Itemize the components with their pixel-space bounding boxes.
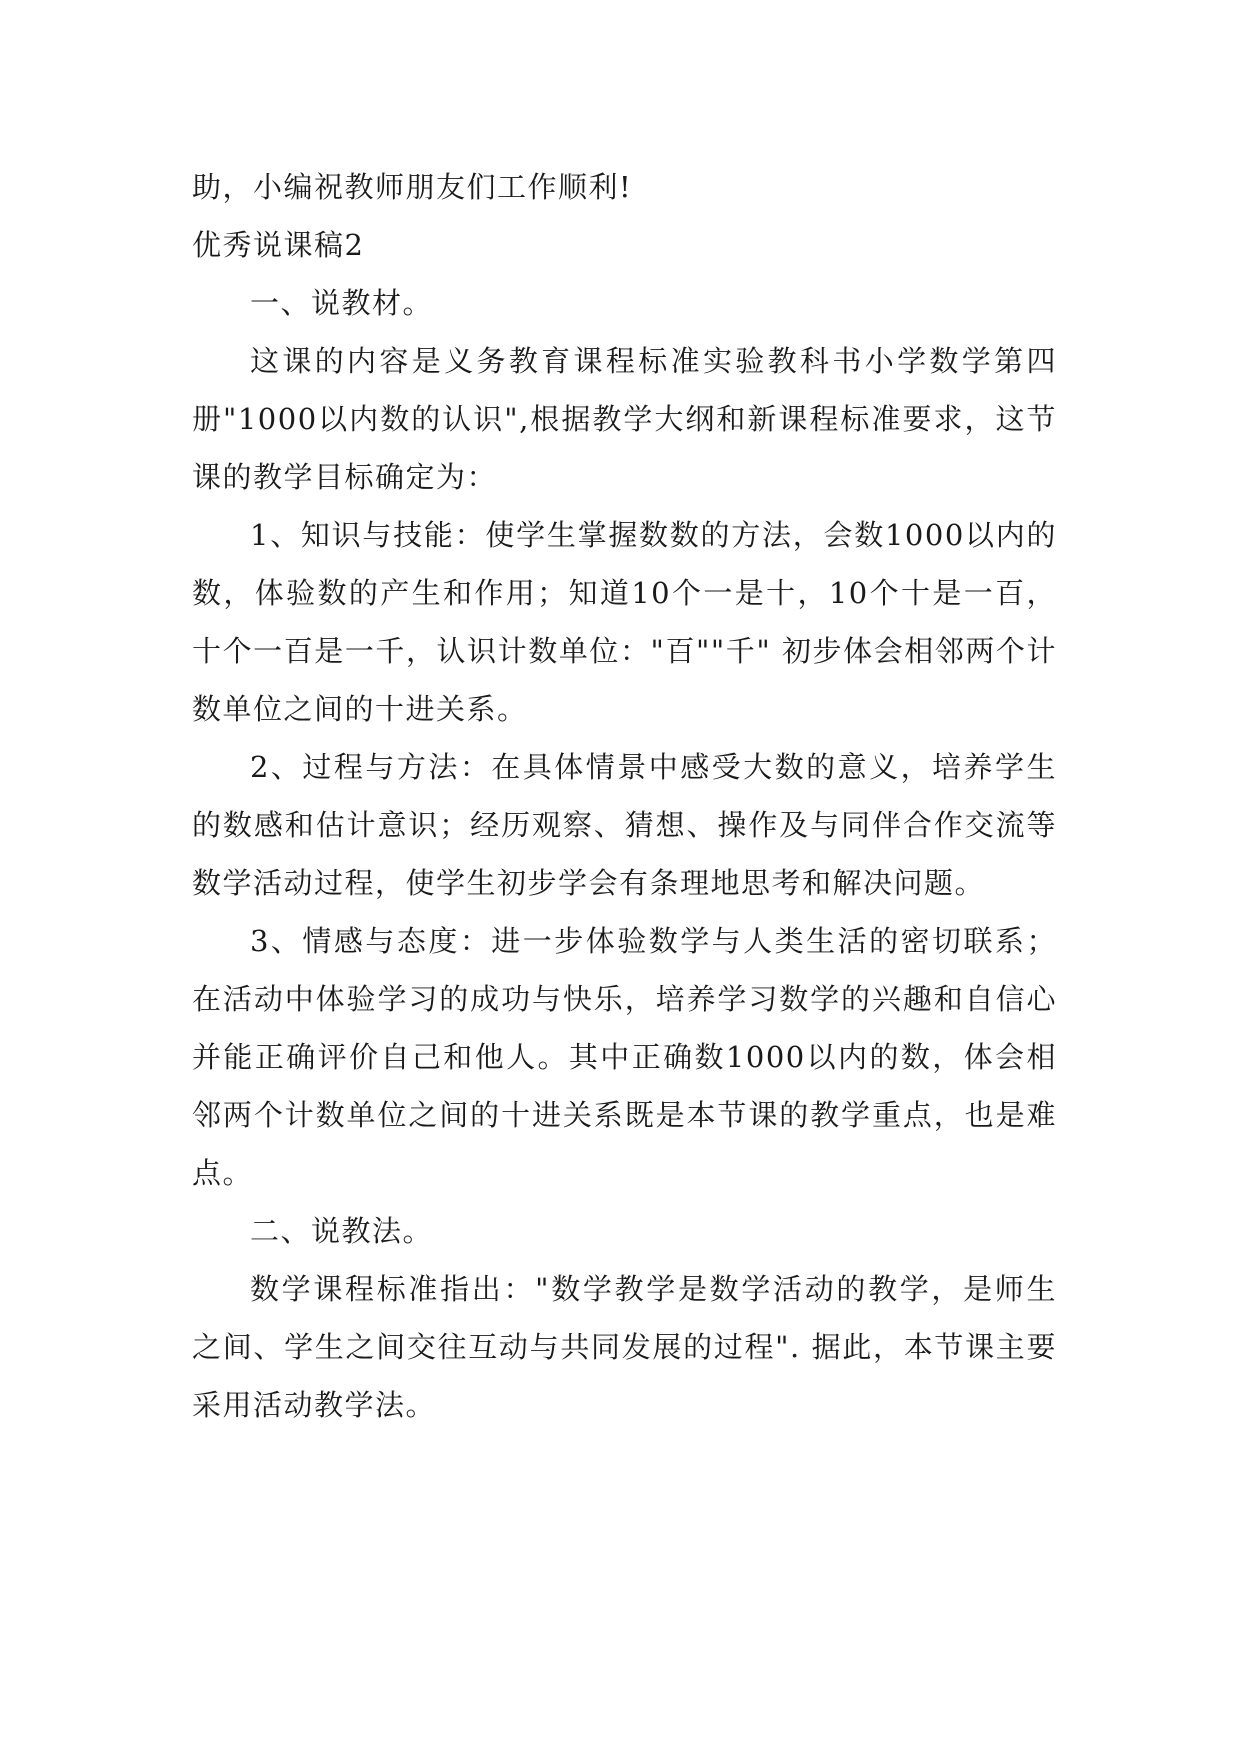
paragraph-goal-process: 2、过程与方法：在具体情景中感受大数的意义，培养学生的数感和估计意识；经历观察、猜想、操作及与同伴合作交流等数学活动过程，使学生初步学会有条理地思考和解决问题。 — [192, 750, 1057, 900]
paragraph-content-intro: 这课的内容是义务教育课程标准实验教科书小学数学第四册"1000以内数的认识",根据教学大纲和新课程标准要求，这节课的教学目标确定为： — [192, 344, 1057, 494]
paragraph-goal-knowledge: 1、知识与技能：使学生掌握数数的方法，会数1000以内的数，体验数的产生和作用；知道10个一是十，10个十是一百，十个一百是一千，认识计数单位："百""千" 初步体会相邻两个计数单位之间的十进关系。 — [192, 518, 1057, 726]
carryover-paragraph: 助，小编祝教师朋友们工作顺利! — [192, 170, 633, 204]
heading-teaching-material: 一、说教材。 — [250, 286, 434, 320]
paragraph-method-intro: 数学课程标准指出："数学教学是数学活动的教学，是师生之间、学生之间交往互动与共同发展的过程". 据此，本节课主要采用活动教学法。 — [192, 1272, 1057, 1422]
section-title: 优秀说课稿2 — [192, 228, 365, 262]
paragraph-goal-attitude: 3、情感与态度：进一步体验数学与人类生活的密切联系；在活动中体验学习的成功与快乐，培养学习数学的兴趣和自信心并能正确评价自己和他人。其中正确数1000以内的数，体会相邻两个计数单位之间的十进关系既是本节课的教学重点，也是难点。 — [192, 924, 1057, 1190]
heading-teaching-method: 二、说教法。 — [250, 1214, 434, 1248]
document-body — [192, 158, 1057, 1434]
